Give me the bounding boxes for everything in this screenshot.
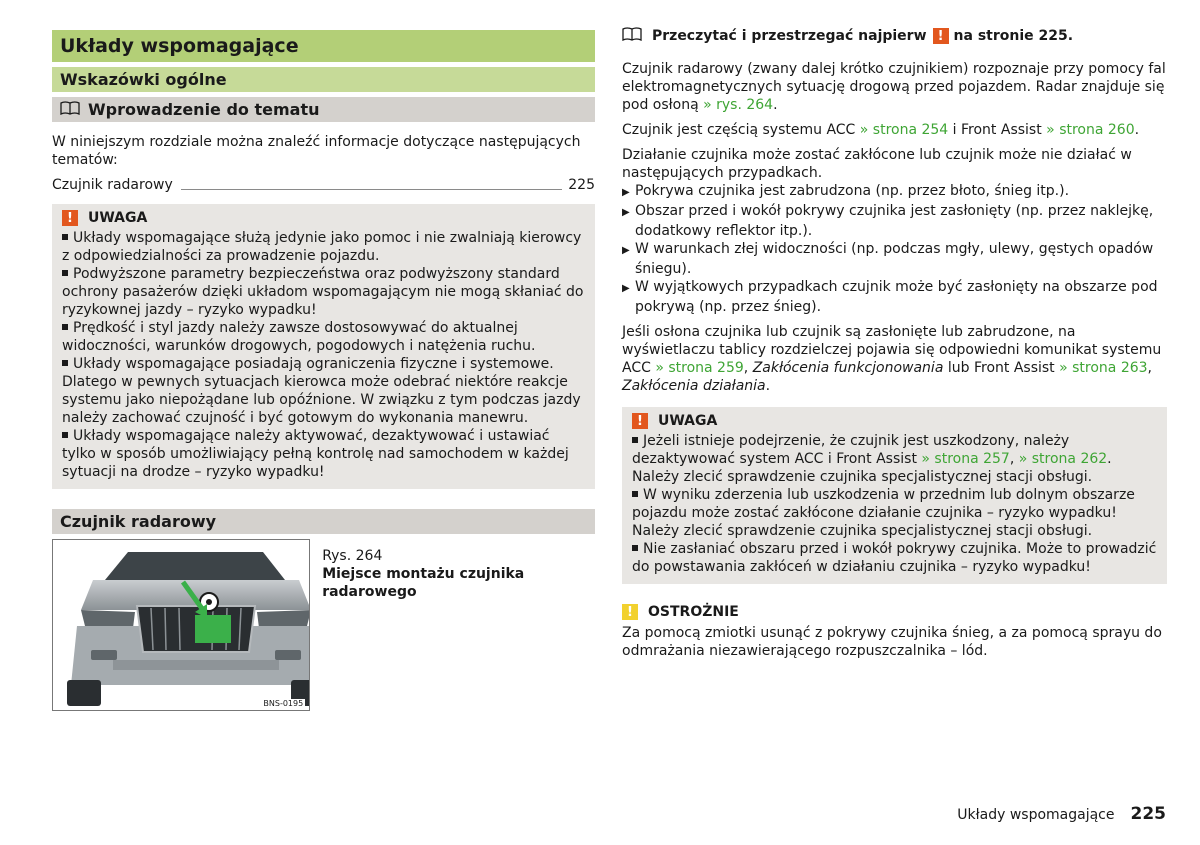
figure — [52, 539, 595, 711]
list-item: ▶ Obszar przed i wokół pokrywy czujnika jest zasłonięty (np. przez naklejkę, dodatkowy reflektor itp.). — [622, 203, 1154, 239]
paragraph-radar-intro: Czujnik radarowy (zwany dalej krótko czujnikiem) rozpoznaje przy pomocy fal elektromagnetycznych sytuację drogową przed pojazdem. Radar znajduje się pod osłoną » rys. 264. — [622, 61, 1166, 113]
right-column — [622, 26, 1167, 660]
list-item: ▶ W warunkach złej widoczności (np. podczas mgły, ulewy, gęstych opadów śniegu). — [622, 241, 1154, 277]
list-item: ▶ Pokrywa czujnika jest zabrudzona (np. przez błoto, śnieg itp.). — [622, 182, 1167, 202]
read-first-page: 225. — [1038, 28, 1074, 44]
paragraph-radar-part: Czujnik jest częścią systemu ACC » strona 254 i Front Assist » strona 260. — [622, 122, 1140, 138]
warning-header — [632, 413, 1157, 429]
intro-text: W niniejszym rozdziale można znaleźć informacje dotyczące następujących tematów: — [52, 134, 581, 168]
warning-title: UWAGA — [658, 413, 718, 429]
figure-number: Rys. 264 — [322, 548, 383, 564]
caution-icon: ! — [622, 604, 638, 620]
page-number: 225 — [1130, 804, 1166, 824]
read-first-notice — [622, 26, 1167, 46]
list-item: ▶ W wyjątkowych przypadkach czujnik może być zasłonięty na obszarze pod pokrywą (np. przez śnieg). — [622, 279, 1158, 315]
triangle-bullet-icon: ▶ — [622, 187, 630, 198]
car-front-illustration — [53, 540, 310, 711]
figure-title: Miejsce montażu czujnika radarowego — [322, 566, 525, 600]
page-footer — [957, 804, 1166, 824]
bullet-square-icon — [62, 234, 68, 240]
toc-page: 225 — [568, 177, 595, 193]
warning-item: Układy wspomagające należy aktywować, dezaktywować i ustawiać tylko w sposób umożliwiający pełną kontrolę nad samochodem w każdej sytuacji na drodze – ryzyko wypadku! — [62, 428, 569, 480]
footer-chapter-title: Układy wspomagające — [957, 807, 1115, 823]
warning-item: Nie zasłaniać obszaru przed i wokół pokrywy czujnika. Może to prowadzić do powstawania zakłóceń w działaniu czujnika – ryzyko wypadku! — [632, 541, 1157, 575]
warning-item: Jeżeli istnieje podejrzenie, że czujnik jest uszkodzony, należy dezaktywować system ACC i Front Assist » strona 257, » strona 262. Należy zlecić sprawdzenie czujnika specjalistycznej stacji obsługi. — [632, 433, 1112, 485]
triangle-bullet-icon: ▶ — [622, 245, 630, 256]
caution-header — [622, 604, 1167, 620]
bullet-square-icon — [62, 432, 68, 438]
toc-label: Czujnik radarowy — [52, 177, 173, 193]
left-column — [52, 30, 595, 711]
read-first-text-after: na stronie — [953, 28, 1034, 44]
warning-icon: ! — [632, 413, 648, 429]
paragraph-message: Jeśli osłona czujnika lub czujnik są zasłonięte lub zabrudzone, na wyświetlaczu tablicy rozdzielczej pojawia się odpowiedni komunikat systemu ACC » strona 259, Zakłócenia funkcjonowania lub Front Assist » strona 263, Zakłócenia działania. — [622, 324, 1162, 394]
book-icon — [60, 100, 80, 119]
bullet-square-icon — [632, 437, 638, 443]
bullet-square-icon — [62, 270, 68, 276]
page-link[interactable]: » strona 262 — [1018, 451, 1108, 467]
warning-item: W wyniku zderzenia lub uszkodzenia w przednim lub dolnym obszarze pojazdu może zostać zakłócone działanie czujnika – ryzyko wypadku! Należy zlecić sprawdzenie czujnika specjalistycznej stacji obsługi. — [632, 487, 1135, 539]
triangle-bullet-icon: ▶ — [622, 283, 630, 294]
subsection-title-text: Wprowadzenie do tematu — [88, 100, 320, 119]
figure-link[interactable]: » rys. 264 — [703, 97, 774, 113]
bullet-square-icon — [62, 360, 68, 366]
read-first-text: Przeczytać i przestrzegać najpierw — [652, 28, 927, 44]
warning-item: Prędkość i styl jazdy należy zawsze dostosowywać do aktualnej widoczności, warunków drogowych, pogodowych i natężenia ruchu. — [62, 320, 536, 354]
paragraph-interference: Działanie czujnika może zostać zakłócone lub czujnik może nie działać w następujących przypadkach. — [622, 147, 1132, 181]
warning-item: Układy wspomagające posiadają ograniczenia fizyczne i systemowe. Dlatego w pewnych sytuacjach kierowca może odebrać niektóre reakcje systemu jako niepożądane lub opóźnione. W związku z tym podczas jazdy należy zachować czujność i być gotowym do wykonania manewru. — [62, 356, 581, 426]
warning-header — [62, 210, 585, 226]
caution-text: Za pomocą zmiotki usunąć z pokrywy czujnika śnieg, a za pomocą sprayu do odmrażania niezawierającego rozpuszczalnika – lód. — [622, 625, 1162, 659]
section-title: Wskazówki ogólne — [52, 67, 595, 92]
page-link[interactable]: » strona 259 — [655, 360, 744, 376]
figure-caption — [322, 539, 595, 711]
bullet-square-icon — [62, 324, 68, 330]
warning-icon: ! — [62, 210, 78, 226]
page-link[interactable]: » strona 254 — [859, 122, 949, 138]
page-link[interactable]: » strona 263 — [1059, 360, 1148, 376]
warning-box — [622, 407, 1167, 584]
page-link[interactable]: » strona 257 — [921, 451, 1010, 467]
figure-image — [52, 539, 310, 711]
warning-item: Podwyższone parametry bezpieczeństwa oraz podwyższony standard ochrony pasażerów dzięki układom wspomagającym nie mogą skłaniać do ryzykownej jazdy – ryzyko wypadku! — [62, 266, 584, 318]
page-link[interactable]: » strona 260 — [1046, 122, 1135, 138]
interference-list — [622, 182, 1167, 316]
bullet-square-icon — [632, 545, 638, 551]
book-icon — [622, 27, 642, 45]
toc-entry[interactable] — [52, 176, 595, 194]
triangle-bullet-icon: ▶ — [622, 207, 630, 218]
warning-item: Układy wspomagające służą jedynie jako pomoc i nie zwalniają kierowcy z odpowiedzialności za prowadzenie pojazdu. — [62, 230, 582, 264]
subsection-title — [52, 97, 595, 122]
section-title-radar: Czujnik radarowy — [52, 509, 595, 534]
toc-leader — [181, 189, 563, 190]
warning-title: UWAGA — [88, 210, 148, 226]
chapter-title: Układy wspomagające — [52, 30, 595, 62]
caution-title: OSTROŻNIE — [648, 604, 739, 620]
bullet-square-icon — [632, 491, 638, 497]
warning-box — [52, 204, 595, 489]
figure-code: BNS-0195 — [263, 699, 304, 708]
warning-icon: ! — [933, 28, 949, 44]
